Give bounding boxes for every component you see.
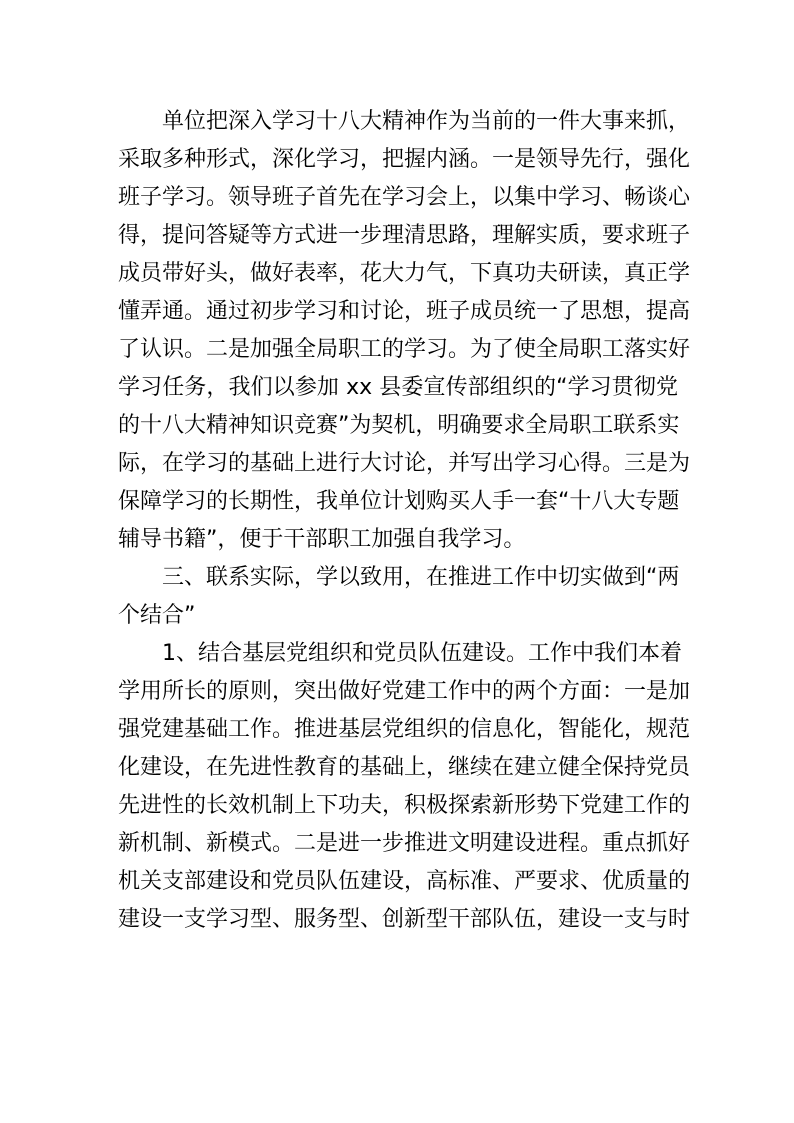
section-heading-line: 三、联系实际，学以致用，在推进工作中切实做到“两 xyxy=(162,565,680,590)
section-heading-line: 个结合” xyxy=(118,603,196,628)
text-line: 了认识。二是加强全局职工的学习。为了使全局职工落实好 xyxy=(118,337,691,362)
text-line: 学用所长的原则，突出做好党建工作中的两个方面：一是加 xyxy=(118,679,691,704)
text-line: 强党建基础工作。推进基层党组织的信息化，智能化，规范 xyxy=(118,717,691,742)
text-line: 的十八大精神知识竞赛”为契机，明确要求全局职工联系实 xyxy=(118,413,680,438)
text-line: 单位把深入学习十八大精神作为当前的一件大事来抓， xyxy=(162,109,691,134)
text-line: 得，提问答疑等方式进一步理清思路，理解实质，要求班子 xyxy=(118,223,691,248)
text-line: 1、结合基层党组织和党员队伍建设。工作中我们本着 xyxy=(162,641,682,666)
text-line: 建设一支学习型、服务型、创新型干部队伍，建设一支与时 xyxy=(118,907,691,932)
text-line: 保障学习的长期性，我单位计划购买人手一套“十八大专题 xyxy=(118,489,680,514)
text-line: 先进性的长效机制上下功夫，积极探索新形势下党建工作的 xyxy=(118,793,691,818)
text-line: 学习任务，我们以参加 xx 县委宣传部组织的“学习贯彻党 xyxy=(118,375,678,400)
text-line: 采取多种形式，深化学习，把握内涵。一是领导先行，强化 xyxy=(118,147,691,172)
text-line: 成员带好头，做好表率，花大力气，下真功夫研读，真正学 xyxy=(118,261,691,286)
text-line: 化建设，在先进性教育的基础上，继续在建立健全保持党员 xyxy=(118,755,691,780)
text-line: 际，在学习的基础上进行大讨论，并写出学习心得。三是为 xyxy=(118,451,691,476)
text-line: 班子学习。领导班子首先在学习会上，以集中学习、畅谈心 xyxy=(118,185,691,210)
text-line: 懂弄通。通过初步学习和讨论，班子成员统一了思想，提高 xyxy=(118,299,691,324)
text-line: 辅导书籍”，便于干部职工加强自我学习。 xyxy=(118,527,526,552)
text-line: 新机制、新模式。二是进一步推进文明建设进程。重点抓好 xyxy=(118,831,691,856)
text-line: 机关支部建设和党员队伍建设，高标准、严要求、优质量的 xyxy=(118,869,691,894)
